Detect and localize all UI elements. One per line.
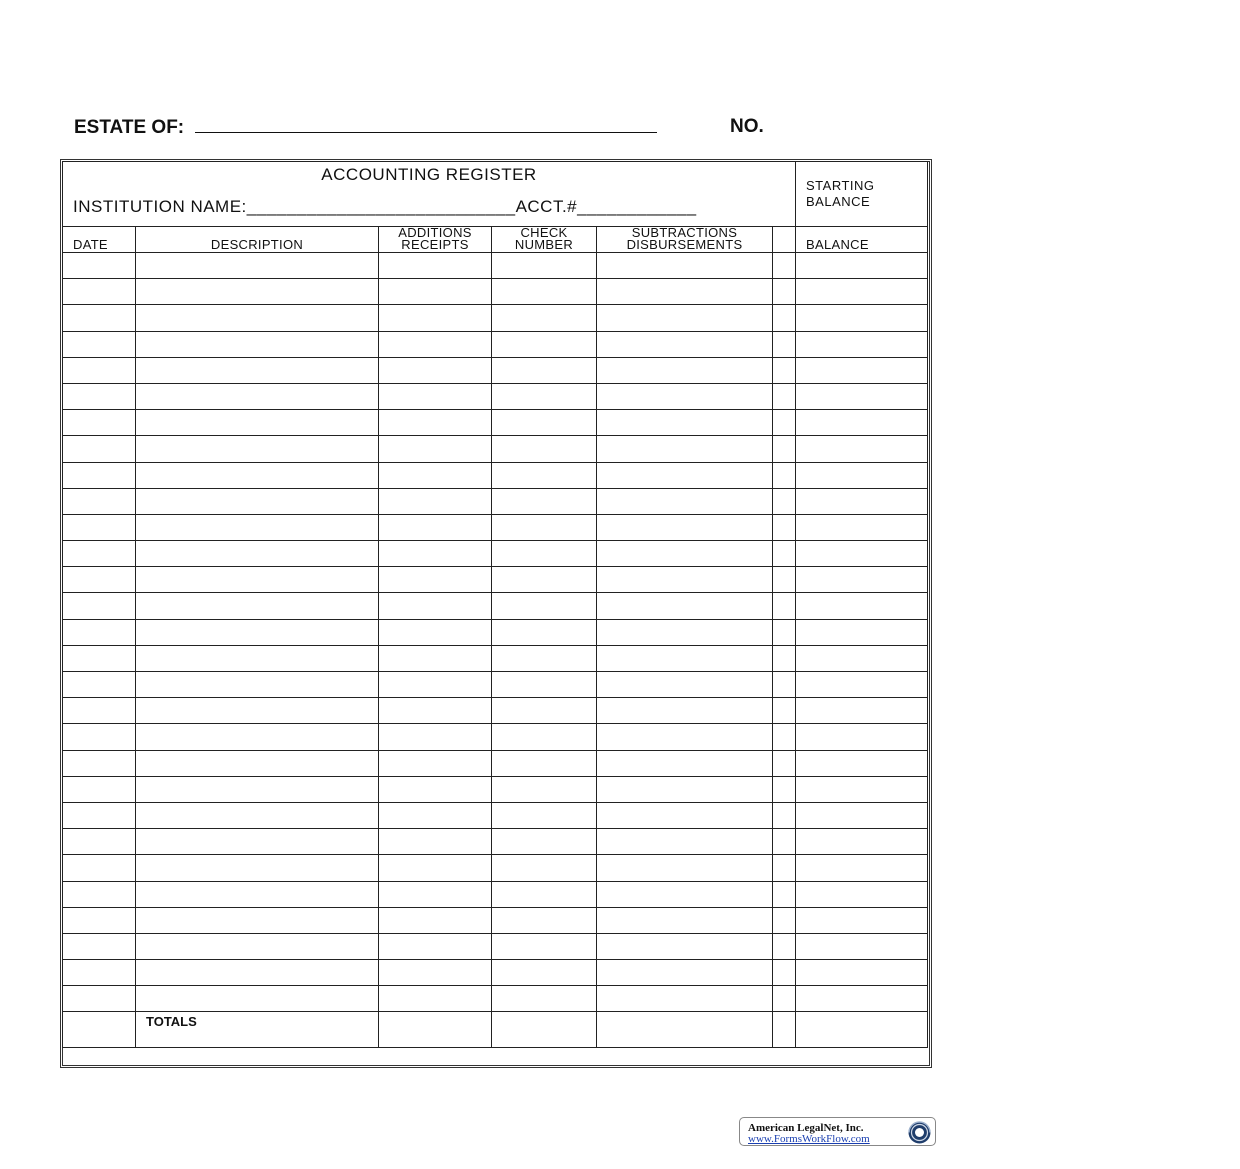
additions-cell[interactable] [379,436,492,462]
mark-cell[interactable] [773,907,796,933]
subtractions-cell[interactable] [597,357,773,383]
globe-icon [907,1120,932,1145]
totals-label: TOTALS [136,1012,379,1048]
additions-cell[interactable] [379,462,492,488]
subtractions-cell[interactable] [597,672,773,698]
register-row [63,567,928,593]
additions-cell[interactable] [379,907,492,933]
col-header-subtractions [597,227,773,253]
institution-label: INSTITUTION NAME: [73,197,247,216]
date-cell[interactable] [63,672,136,698]
check-number-cell[interactable] [492,331,597,357]
subtractions-cell[interactable] [597,960,773,986]
balance-cell[interactable] [796,541,928,567]
col-header-check-mark [773,227,796,253]
register-header-cell [63,162,796,227]
additions-cell[interactable] [379,776,492,802]
additions-cell[interactable] [379,724,492,750]
check-number-cell[interactable] [492,541,597,567]
subtractions-cell[interactable] [597,645,773,671]
additions-cell[interactable] [379,698,492,724]
balance-cell[interactable] [796,750,928,776]
date-cell[interactable] [63,907,136,933]
date-cell[interactable] [63,253,136,279]
additions-cell[interactable] [379,593,492,619]
american-legalnet-logo [739,1117,936,1146]
date-cell[interactable] [63,593,136,619]
check-number-cell[interactable] [492,593,597,619]
additions-cell[interactable] [379,279,492,305]
balance-cell[interactable] [796,410,928,436]
totals-subtractions-cell[interactable] [597,1012,773,1048]
additions-cell[interactable] [379,253,492,279]
mark-cell[interactable] [773,462,796,488]
check-number-cell[interactable] [492,698,597,724]
check-number-cell[interactable] [492,986,597,1012]
register-row [63,855,928,881]
estate-of-field[interactable] [195,116,657,133]
acct-number-field[interactable]: ____________ [577,197,697,216]
date-cell[interactable] [63,724,136,750]
balance-cell[interactable] [796,514,928,540]
mark-cell[interactable] [773,698,796,724]
subtractions-cell[interactable] [597,331,773,357]
balance-cell[interactable] [796,305,928,331]
check-number-cell[interactable] [492,462,597,488]
description-cell[interactable] [136,960,379,986]
balance-cell[interactable] [796,488,928,514]
date-cell[interactable] [63,776,136,802]
balance-cell[interactable] [796,253,928,279]
subtractions-cell[interactable] [597,619,773,645]
check-number-cell[interactable] [492,514,597,540]
register-row [63,802,928,828]
balance-cell[interactable] [796,645,928,671]
mark-cell[interactable] [773,331,796,357]
check-number-cell[interactable] [492,645,597,671]
register-row [63,593,928,619]
col-header-subtractions-1: SUBTRACTIONS [631,225,738,240]
mark-cell[interactable] [773,541,796,567]
subtractions-cell[interactable] [597,462,773,488]
description-cell[interactable] [136,253,379,279]
date-cell[interactable] [63,410,136,436]
register-row [63,933,928,959]
description-cell[interactable] [136,593,379,619]
date-cell[interactable] [63,383,136,409]
register-row [63,907,928,933]
check-number-cell[interactable] [492,253,597,279]
date-cell[interactable] [63,541,136,567]
register-title: ACCOUNTING REGISTER [321,165,537,184]
institution-name-field[interactable]: ___________________________ [246,197,516,216]
additions-cell[interactable] [379,672,492,698]
additions-cell[interactable] [379,567,492,593]
column-header-row [63,227,928,253]
balance-cell[interactable] [796,881,928,907]
col-header-balance: BALANCE [796,227,928,253]
check-number-cell[interactable] [492,960,597,986]
register-row [63,672,928,698]
description-cell[interactable] [136,698,379,724]
check-number-cell[interactable] [492,881,597,907]
mark-cell[interactable] [773,645,796,671]
balance-cell[interactable] [796,593,928,619]
totals-mark-cell[interactable] [773,1012,796,1048]
mark-cell[interactable] [773,855,796,881]
balance-cell[interactable] [796,357,928,383]
institution-line [73,197,697,217]
col-header-description: DESCRIPTION [136,227,379,253]
additions-cell[interactable] [379,357,492,383]
register-row [63,410,928,436]
subtractions-cell[interactable] [597,698,773,724]
balance-cell[interactable] [796,619,928,645]
balance-cell[interactable] [796,724,928,750]
accounting-register-table [62,161,928,1048]
check-number-cell[interactable] [492,567,597,593]
col-header-additions [379,227,492,253]
mark-cell[interactable] [773,305,796,331]
date-cell[interactable] [63,698,136,724]
description-cell[interactable] [136,881,379,907]
subtractions-cell[interactable] [597,514,773,540]
register-row [63,488,928,514]
acct-label: ACCT.# [515,197,578,216]
description-cell[interactable] [136,829,379,855]
description-cell[interactable] [136,645,379,671]
register-row [63,829,928,855]
date-cell[interactable] [63,881,136,907]
subtractions-cell[interactable] [597,253,773,279]
balance-cell[interactable] [796,933,928,959]
description-cell[interactable] [136,357,379,383]
additions-cell[interactable] [379,855,492,881]
additions-cell[interactable] [379,514,492,540]
register-row [63,960,928,986]
description-cell[interactable] [136,855,379,881]
check-number-cell[interactable] [492,907,597,933]
check-number-cell[interactable] [492,829,597,855]
date-cell[interactable] [63,855,136,881]
description-cell[interactable] [136,410,379,436]
subtractions-cell[interactable] [597,907,773,933]
mark-cell[interactable] [773,436,796,462]
balance-cell[interactable] [796,855,928,881]
register-row [63,750,928,776]
mark-cell[interactable] [773,410,796,436]
register-row [63,436,928,462]
check-number-cell[interactable] [492,776,597,802]
additions-cell[interactable] [379,960,492,986]
balance-cell[interactable] [796,960,928,986]
col-header-check-1: CHECK [520,225,568,240]
col-header-check [492,227,597,253]
register-row [63,619,928,645]
balance-cell[interactable] [796,986,928,1012]
mark-cell[interactable] [773,960,796,986]
date-cell[interactable] [63,986,136,1012]
additions-cell[interactable] [379,488,492,514]
register-row [63,331,928,357]
description-cell[interactable] [136,672,379,698]
estate-of-line [74,116,657,139]
additions-cell[interactable] [379,645,492,671]
additions-cell[interactable] [379,410,492,436]
register-row [63,776,928,802]
col-header-subtractions-2: DISBURSEMENTS [626,237,743,252]
date-cell[interactable] [63,933,136,959]
starting-balance-label: STARTING BALANCE [796,162,928,227]
mark-cell[interactable] [773,514,796,540]
check-number-cell[interactable] [492,619,597,645]
logo-company-name: American LegalNet, Inc. [748,1122,864,1134]
date-cell[interactable] [63,645,136,671]
balance-cell[interactable] [796,829,928,855]
description-cell[interactable] [136,776,379,802]
mark-cell[interactable] [773,593,796,619]
mark-cell[interactable] [773,253,796,279]
mark-cell[interactable] [773,986,796,1012]
check-number-cell[interactable] [492,488,597,514]
date-cell[interactable] [63,802,136,828]
col-header-date: DATE [63,227,136,253]
description-cell[interactable] [136,933,379,959]
date-cell[interactable] [63,279,136,305]
subtractions-cell[interactable] [597,541,773,567]
description-cell[interactable] [136,986,379,1012]
balance-cell[interactable] [796,383,928,409]
register-row [63,279,928,305]
date-cell[interactable] [63,305,136,331]
mark-cell[interactable] [773,750,796,776]
balance-cell[interactable] [796,331,928,357]
register-row [63,645,928,671]
additions-cell[interactable] [379,829,492,855]
additions-cell[interactable] [379,933,492,959]
check-number-cell[interactable] [492,305,597,331]
mark-cell[interactable] [773,802,796,828]
balance-cell[interactable] [796,907,928,933]
register-row [63,541,928,567]
register-row [63,986,928,1012]
totals-balance-cell[interactable] [796,1012,928,1048]
totals-additions-cell[interactable] [379,1012,492,1048]
register-row [63,383,928,409]
check-number-cell[interactable] [492,383,597,409]
additions-cell[interactable] [379,750,492,776]
date-cell[interactable] [63,567,136,593]
mark-cell[interactable] [773,383,796,409]
date-cell[interactable] [63,488,136,514]
check-number-cell[interactable] [492,855,597,881]
subtractions-cell[interactable] [597,829,773,855]
logo-url-link[interactable]: www.FormsWorkFlow.com [748,1133,870,1145]
balance-cell[interactable] [796,672,928,698]
register-row [63,305,928,331]
totals-check-cell[interactable] [492,1012,597,1048]
additions-cell[interactable] [379,802,492,828]
subtractions-cell[interactable] [597,750,773,776]
description-cell[interactable] [136,488,379,514]
balance-cell[interactable] [796,279,928,305]
case-number-line [730,116,770,138]
description-cell[interactable] [136,305,379,331]
check-number-cell[interactable] [492,410,597,436]
register-row [63,357,928,383]
date-cell[interactable] [63,331,136,357]
subtractions-cell[interactable] [597,881,773,907]
subtractions-cell[interactable] [597,593,773,619]
date-cell[interactable] [63,462,136,488]
col-header-check-2: NUMBER [514,237,574,252]
mark-cell[interactable] [773,279,796,305]
mark-cell[interactable] [773,567,796,593]
register-row [63,881,928,907]
date-cell[interactable] [63,829,136,855]
check-number-cell[interactable] [492,357,597,383]
register-header-row [63,162,928,227]
mark-cell[interactable] [773,488,796,514]
description-cell[interactable] [136,750,379,776]
description-cell[interactable] [136,724,379,750]
balance-cell[interactable] [796,698,928,724]
date-cell[interactable] [63,960,136,986]
mark-cell[interactable] [773,829,796,855]
register-row [63,462,928,488]
subtractions-cell[interactable] [597,383,773,409]
additions-cell[interactable] [379,541,492,567]
description-cell[interactable] [136,462,379,488]
check-number-cell[interactable] [492,672,597,698]
date-cell[interactable] [63,750,136,776]
subtractions-cell[interactable] [597,986,773,1012]
description-cell[interactable] [136,567,379,593]
mark-cell[interactable] [773,776,796,802]
mark-cell[interactable] [773,672,796,698]
subtractions-cell[interactable] [597,567,773,593]
description-cell[interactable] [136,907,379,933]
mark-cell[interactable] [773,724,796,750]
mark-cell[interactable] [773,933,796,959]
check-number-cell[interactable] [492,279,597,305]
check-number-cell[interactable] [492,750,597,776]
subtractions-cell[interactable] [597,488,773,514]
check-number-cell[interactable] [492,724,597,750]
additions-cell[interactable] [379,881,492,907]
col-header-additions-1: ADDITIONS [398,225,472,240]
balance-cell[interactable] [796,436,928,462]
description-cell[interactable] [136,619,379,645]
register-row [63,253,928,279]
date-cell[interactable] [63,436,136,462]
totals-row [63,1012,928,1048]
check-number-cell[interactable] [492,933,597,959]
date-cell[interactable] [63,357,136,383]
subtractions-cell[interactable] [597,305,773,331]
subtractions-cell[interactable] [597,802,773,828]
case-number-label: NO. [730,116,764,137]
subtractions-cell[interactable] [597,724,773,750]
description-cell[interactable] [136,383,379,409]
description-cell[interactable] [136,436,379,462]
mark-cell[interactable] [773,357,796,383]
description-cell[interactable] [136,331,379,357]
additions-cell[interactable] [379,619,492,645]
balance-cell[interactable] [796,567,928,593]
balance-cell[interactable] [796,776,928,802]
totals-date-cell [63,1012,136,1048]
additions-cell[interactable] [379,383,492,409]
subtractions-cell[interactable] [597,855,773,881]
col-header-additions-2: RECEIPTS [401,237,469,252]
subtractions-cell[interactable] [597,436,773,462]
date-cell[interactable] [63,514,136,540]
additions-cell[interactable] [379,986,492,1012]
register-row [63,724,928,750]
estate-of-label: ESTATE OF: [74,117,185,138]
subtractions-cell[interactable] [597,279,773,305]
register-row [63,514,928,540]
check-number-cell[interactable] [492,802,597,828]
description-cell[interactable] [136,802,379,828]
description-cell[interactable] [136,541,379,567]
register-row [63,698,928,724]
additions-cell[interactable] [379,331,492,357]
check-number-cell[interactable] [492,436,597,462]
mark-cell[interactable] [773,881,796,907]
subtractions-cell[interactable] [597,933,773,959]
description-cell[interactable] [136,514,379,540]
description-cell[interactable] [136,279,379,305]
date-cell[interactable] [63,619,136,645]
additions-cell[interactable] [379,305,492,331]
mark-cell[interactable] [773,619,796,645]
subtractions-cell[interactable] [597,776,773,802]
balance-cell[interactable] [796,462,928,488]
subtractions-cell[interactable] [597,410,773,436]
balance-cell[interactable] [796,802,928,828]
